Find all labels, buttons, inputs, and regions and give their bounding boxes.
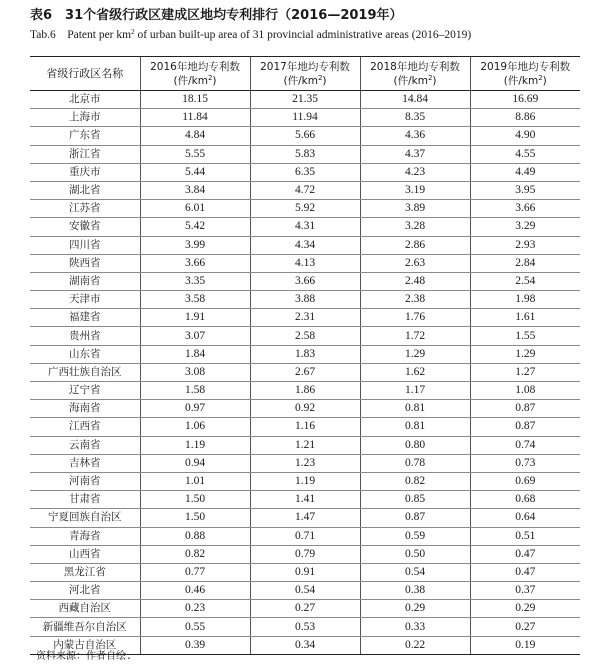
value-2018: 1.62 bbox=[360, 363, 470, 381]
region-cell: 山东省 bbox=[30, 345, 140, 363]
value-2017: 3.66 bbox=[250, 272, 360, 290]
table-row bbox=[30, 527, 580, 545]
table-title-en-prefix: Tab.6 Patent per km bbox=[30, 29, 132, 41]
header-year-2017 bbox=[250, 57, 360, 91]
value-2019: 0.74 bbox=[470, 436, 580, 454]
unit-prefix: (件/km bbox=[283, 74, 318, 87]
value-2018: 0.85 bbox=[360, 491, 470, 509]
value-2018: 1.72 bbox=[360, 327, 470, 345]
value-2018: 1.17 bbox=[360, 382, 470, 400]
header-year-2018 bbox=[360, 57, 470, 91]
value-2018: 0.54 bbox=[360, 563, 470, 581]
value-2016: 3.99 bbox=[140, 236, 250, 254]
table-row bbox=[30, 509, 580, 527]
value-2019: 1.29 bbox=[470, 345, 580, 363]
table-title-en-superscript: 2 bbox=[131, 28, 135, 36]
value-2018: 2.38 bbox=[360, 291, 470, 309]
value-2019: 3.29 bbox=[470, 218, 580, 236]
value-2016: 0.88 bbox=[140, 527, 250, 545]
value-2016: 4.84 bbox=[140, 127, 250, 145]
header-unit bbox=[251, 74, 360, 88]
unit-superscript: 2 bbox=[317, 73, 323, 82]
value-2017: 5.83 bbox=[250, 145, 360, 163]
unit-prefix: (件/km bbox=[393, 74, 428, 87]
table-row bbox=[30, 418, 580, 436]
value-2016: 1.58 bbox=[140, 382, 250, 400]
region-cell: 贵州省 bbox=[30, 327, 140, 345]
region-cell: 江西省 bbox=[30, 418, 140, 436]
region-cell: 安徽省 bbox=[30, 218, 140, 236]
value-2017: 1.41 bbox=[250, 491, 360, 509]
header-year-label: 2016年地均专利数 bbox=[150, 60, 240, 73]
region-cell: 重庆市 bbox=[30, 163, 140, 181]
value-2016: 1.19 bbox=[140, 436, 250, 454]
header-year-2019 bbox=[470, 57, 580, 91]
region-cell: 黑龙江省 bbox=[30, 563, 140, 581]
value-2016: 0.39 bbox=[140, 636, 250, 654]
value-2019: 4.55 bbox=[470, 145, 580, 163]
value-2016: 3.07 bbox=[140, 327, 250, 345]
value-2017: 1.83 bbox=[250, 345, 360, 363]
value-2016: 1.91 bbox=[140, 309, 250, 327]
table-title-cn: 表6 31个省级行政区建成区地均专利排行（2016—2019年） bbox=[30, 8, 403, 23]
value-2016: 0.23 bbox=[140, 600, 250, 618]
value-2016: 3.66 bbox=[140, 254, 250, 272]
region-cell: 江苏省 bbox=[30, 200, 140, 218]
region-cell: 河南省 bbox=[30, 472, 140, 490]
value-2018: 14.84 bbox=[360, 91, 470, 109]
value-2019: 4.90 bbox=[470, 127, 580, 145]
value-2016: 1.50 bbox=[140, 491, 250, 509]
region-cell: 山西省 bbox=[30, 545, 140, 563]
value-2019: 2.54 bbox=[470, 272, 580, 290]
table-row bbox=[30, 600, 580, 618]
region-cell: 天津市 bbox=[30, 291, 140, 309]
value-2019: 0.37 bbox=[470, 582, 580, 600]
table-row bbox=[30, 545, 580, 563]
value-2018: 0.50 bbox=[360, 545, 470, 563]
table-row bbox=[30, 218, 580, 236]
table-row bbox=[30, 109, 580, 127]
unit-prefix: (件/km bbox=[173, 74, 208, 87]
value-2017: 1.16 bbox=[250, 418, 360, 436]
value-2017: 4.13 bbox=[250, 254, 360, 272]
value-2019: 2.93 bbox=[470, 236, 580, 254]
unit-superscript: 2 bbox=[538, 73, 543, 82]
table-row bbox=[30, 327, 580, 345]
value-2017: 2.31 bbox=[250, 309, 360, 327]
table-row bbox=[30, 345, 580, 363]
unit-suffix: ) bbox=[212, 74, 217, 87]
value-2017: 3.88 bbox=[250, 291, 360, 309]
value-2019: 0.73 bbox=[470, 454, 580, 472]
value-2019: 0.29 bbox=[470, 600, 580, 618]
value-2018: 4.36 bbox=[360, 127, 470, 145]
value-2016: 18.15 bbox=[140, 91, 250, 109]
region-cell: 上海市 bbox=[30, 109, 140, 127]
value-2017: 1.19 bbox=[250, 472, 360, 490]
value-2018: 0.87 bbox=[360, 509, 470, 527]
value-2016: 1.06 bbox=[140, 418, 250, 436]
value-2018: 0.33 bbox=[360, 618, 470, 636]
header-unit bbox=[141, 74, 250, 88]
value-2016: 11.84 bbox=[140, 109, 250, 127]
value-2019: 3.66 bbox=[470, 200, 580, 218]
value-2016: 0.77 bbox=[140, 563, 250, 581]
value-2017: 5.92 bbox=[250, 200, 360, 218]
value-2019: 1.98 bbox=[470, 291, 580, 309]
header-year-label: 2018年地均专利数 bbox=[370, 60, 460, 73]
value-2019: 0.47 bbox=[470, 545, 580, 563]
table-row bbox=[30, 91, 580, 109]
region-cell: 河北省 bbox=[30, 582, 140, 600]
value-2016: 0.46 bbox=[140, 582, 250, 600]
table-row bbox=[30, 563, 580, 581]
table-row bbox=[30, 163, 580, 181]
region-cell: 湖南省 bbox=[30, 272, 140, 290]
region-cell: 内蒙古自治区 bbox=[30, 636, 140, 654]
value-2016: 1.84 bbox=[140, 345, 250, 363]
value-2018: 2.48 bbox=[360, 272, 470, 290]
value-2017: 1.21 bbox=[250, 436, 360, 454]
value-2016: 1.50 bbox=[140, 509, 250, 527]
value-2018: 4.37 bbox=[360, 145, 470, 163]
value-2016: 5.55 bbox=[140, 145, 250, 163]
table-title-en-suffix: of urban built-up area of 31 provincial administrative areas (2016–2019) bbox=[134, 29, 472, 41]
region-cell: 陕西省 bbox=[30, 254, 140, 272]
region-cell: 湖北省 bbox=[30, 181, 140, 199]
value-2016: 0.97 bbox=[140, 400, 250, 418]
table-row bbox=[30, 200, 580, 218]
table-header-row bbox=[30, 57, 580, 91]
value-2017: 1.23 bbox=[250, 454, 360, 472]
value-2018: 3.89 bbox=[360, 200, 470, 218]
value-2019: 2.84 bbox=[470, 254, 580, 272]
value-2019: 0.64 bbox=[470, 509, 580, 527]
region-cell: 广西壮族自治区 bbox=[30, 363, 140, 381]
value-2018: 2.63 bbox=[360, 254, 470, 272]
value-2016: 5.44 bbox=[140, 163, 250, 181]
unit-suffix: ) bbox=[322, 74, 327, 87]
region-cell: 甘肃省 bbox=[30, 491, 140, 509]
value-2018: 0.22 bbox=[360, 636, 470, 654]
value-2018: 2.86 bbox=[360, 236, 470, 254]
table-title-en bbox=[30, 28, 471, 42]
value-2018: 0.29 bbox=[360, 600, 470, 618]
value-2017: 0.91 bbox=[250, 563, 360, 581]
region-cell: 西藏自治区 bbox=[30, 600, 140, 618]
value-2018: 0.80 bbox=[360, 436, 470, 454]
value-2018: 0.78 bbox=[360, 454, 470, 472]
table-row bbox=[30, 254, 580, 272]
table-row bbox=[30, 272, 580, 290]
value-2016: 0.94 bbox=[140, 454, 250, 472]
value-2018: 3.19 bbox=[360, 181, 470, 199]
unit-superscript: 2 bbox=[207, 73, 213, 82]
source-note: 资料来源：作者自绘. bbox=[36, 651, 133, 662]
value-2017: 0.27 bbox=[250, 600, 360, 618]
value-2019: 3.95 bbox=[470, 181, 580, 199]
value-2017: 4.34 bbox=[250, 236, 360, 254]
value-2018: 0.81 bbox=[360, 418, 470, 436]
value-2017: 4.31 bbox=[250, 218, 360, 236]
value-2017: 2.67 bbox=[250, 363, 360, 381]
table-body bbox=[30, 91, 580, 655]
value-2018: 1.76 bbox=[360, 309, 470, 327]
value-2017: 11.94 bbox=[250, 109, 360, 127]
table-row bbox=[30, 309, 580, 327]
value-2019: 0.51 bbox=[470, 527, 580, 545]
region-cell: 云南省 bbox=[30, 436, 140, 454]
value-2016: 3.08 bbox=[140, 363, 250, 381]
value-2019: 0.47 bbox=[470, 563, 580, 581]
unit-superscript: 2 bbox=[427, 73, 433, 82]
region-cell: 福建省 bbox=[30, 309, 140, 327]
value-2017: 2.58 bbox=[250, 327, 360, 345]
value-2016: 0.55 bbox=[140, 618, 250, 636]
table-row bbox=[30, 582, 580, 600]
region-cell: 海南省 bbox=[30, 400, 140, 418]
table-row bbox=[30, 436, 580, 454]
table-row bbox=[30, 291, 580, 309]
value-2017: 0.92 bbox=[250, 400, 360, 418]
value-2018: 1.29 bbox=[360, 345, 470, 363]
value-2019: 8.86 bbox=[470, 109, 580, 127]
value-2016: 6.01 bbox=[140, 200, 250, 218]
region-cell: 辽宁省 bbox=[30, 382, 140, 400]
value-2017: 6.35 bbox=[250, 163, 360, 181]
region-cell: 北京市 bbox=[30, 91, 140, 109]
region-cell: 浙江省 bbox=[30, 145, 140, 163]
region-cell: 新疆维吾尔自治区 bbox=[30, 618, 140, 636]
unit-suffix: ) bbox=[542, 74, 547, 87]
header-year-2016 bbox=[140, 57, 250, 91]
value-2016: 0.82 bbox=[140, 545, 250, 563]
region-cell: 吉林省 bbox=[30, 454, 140, 472]
value-2018: 0.81 bbox=[360, 400, 470, 418]
table-row bbox=[30, 127, 580, 145]
table-row bbox=[30, 454, 580, 472]
header-unit bbox=[471, 74, 581, 88]
header-year-label: 2019年地均专利数 bbox=[480, 60, 571, 73]
value-2019: 0.27 bbox=[470, 618, 580, 636]
value-2019: 0.69 bbox=[470, 472, 580, 490]
value-2018: 8.35 bbox=[360, 109, 470, 127]
value-2017: 1.86 bbox=[250, 382, 360, 400]
value-2019: 4.49 bbox=[470, 163, 580, 181]
value-2019: 0.68 bbox=[470, 491, 580, 509]
value-2016: 3.84 bbox=[140, 181, 250, 199]
table-row bbox=[30, 400, 580, 418]
table-row bbox=[30, 618, 580, 636]
value-2018: 0.82 bbox=[360, 472, 470, 490]
value-2019: 1.27 bbox=[470, 363, 580, 381]
value-2019: 0.19 bbox=[470, 636, 580, 654]
table-row bbox=[30, 145, 580, 163]
value-2017: 21.35 bbox=[250, 91, 360, 109]
value-2019: 16.69 bbox=[470, 91, 580, 109]
patent-density-table bbox=[30, 56, 580, 655]
value-2016: 3.58 bbox=[140, 291, 250, 309]
region-cell: 四川省 bbox=[30, 236, 140, 254]
header-unit bbox=[361, 74, 470, 88]
unit-prefix: (件/km bbox=[503, 74, 539, 87]
unit-suffix: ) bbox=[432, 74, 437, 87]
value-2017: 0.71 bbox=[250, 527, 360, 545]
table-row bbox=[30, 382, 580, 400]
value-2018: 4.23 bbox=[360, 163, 470, 181]
value-2017: 5.66 bbox=[250, 127, 360, 145]
region-cell: 宁夏回族自治区 bbox=[30, 509, 140, 527]
value-2017: 0.54 bbox=[250, 582, 360, 600]
value-2019: 1.55 bbox=[470, 327, 580, 345]
value-2016: 3.35 bbox=[140, 272, 250, 290]
value-2019: 0.87 bbox=[470, 400, 580, 418]
value-2017: 4.72 bbox=[250, 181, 360, 199]
table-row bbox=[30, 236, 580, 254]
value-2016: 1.01 bbox=[140, 472, 250, 490]
region-cell: 广东省 bbox=[30, 127, 140, 145]
table-row bbox=[30, 491, 580, 509]
value-2016: 5.42 bbox=[140, 218, 250, 236]
region-cell: 青海省 bbox=[30, 527, 140, 545]
header-region: 省级行政区名称 bbox=[30, 57, 140, 91]
value-2017: 0.34 bbox=[250, 636, 360, 654]
table-row bbox=[30, 181, 580, 199]
value-2017: 1.47 bbox=[250, 509, 360, 527]
value-2019: 1.08 bbox=[470, 382, 580, 400]
value-2018: 0.59 bbox=[360, 527, 470, 545]
table-row bbox=[30, 363, 580, 381]
table-row bbox=[30, 472, 580, 490]
value-2018: 3.28 bbox=[360, 218, 470, 236]
value-2019: 0.87 bbox=[470, 418, 580, 436]
value-2017: 0.79 bbox=[250, 545, 360, 563]
header-year-label: 2017年地均专利数 bbox=[260, 60, 350, 73]
value-2017: 0.53 bbox=[250, 618, 360, 636]
value-2019: 1.61 bbox=[470, 309, 580, 327]
value-2018: 0.38 bbox=[360, 582, 470, 600]
